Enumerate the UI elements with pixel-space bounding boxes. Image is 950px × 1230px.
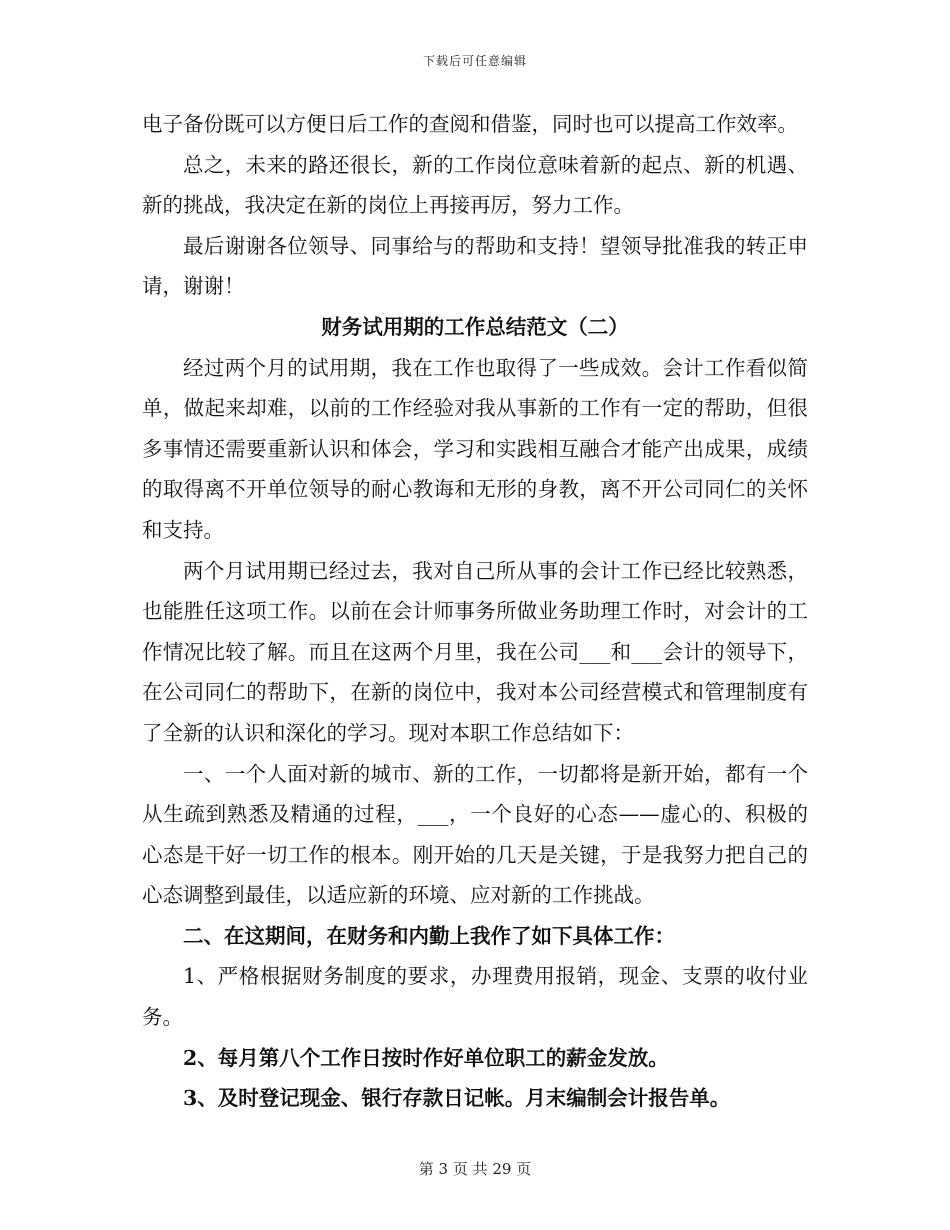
list-item-3: 3、及时登记现金、银行存款日记帐。月末编制会计报告单。 <box>183 1086 731 1111</box>
page-number: 第 3 页 共 29 页 <box>418 1160 532 1178</box>
paragraph-point-one: 一、一个人面对新的城市、新的工作，一切都将是新开始，都有一个从生疏到熟悉及精通的过程，___，一个良好的心态——虚心的、积极的心态是干好一切工作的根本。刚开始的几天是关键，于是我努力把自己的心态调整到最佳，以适应新的环境、应对新的工作挑战。 <box>142 761 808 908</box>
list-item-1: 1、严格根据财务制度的要求，办理费用报销，现金、支票的收付业务。 <box>142 964 808 1030</box>
document-body <box>142 104 808 1119</box>
list-item-2: 2、每月第八个工作日按时作好单位职工的薪金发放。 <box>183 1045 669 1070</box>
paragraph-thanks: 最后谢谢各位领导、同事给与的帮助和支持！望领导批准我的转正申请，谢谢！ <box>142 233 808 299</box>
paragraph-summary: 总之，未来的路还很长，新的工作岗位意味着新的起点、新的机遇、新的挑战，我决定在新的岗位上再接再厉，努力工作。 <box>142 152 808 218</box>
paragraph-point-two-heading: 二、在这期间，在财务和内勤上我作了如下具体工作： <box>183 923 675 948</box>
paragraph-backup: 电子备份既可以方便日后工作的查阅和借鉴，同时也可以提高工作效率。 <box>142 112 798 136</box>
section-title: 财务试用期的工作总结范文（二） <box>321 314 629 339</box>
paragraph-probation: 两个月试用期已经过去，我对自己所从事的会计工作已经比较熟悉，也能胜任这项工作。以前在会计师事务所做业务助理工作时，对会计的工作情况比较了解。而且在这两个月里，我在公司___和___会计的领导下，在公司同仁的帮助下，在新的岗位中，我对本公司经营模式和管理制度有了全新的认识和深化的学习。现对本职工作总结如下： <box>142 558 808 745</box>
page-header-note: 下载后可任意编辑 <box>422 54 527 68</box>
paragraph-intro: 经过两个月的试用期，我在工作也取得了一些成效。会计工作看似简单，做起来却难，以前的工作经验对我从事新的工作有一定的帮助，但很多事情还需要重新认识和体会，学习和实践相互融合才能产出成果，成绩的取得离不开单位领导的耐心教诲和无形的身教，离不开公司同仁的关怀和支持。 <box>142 355 808 542</box>
